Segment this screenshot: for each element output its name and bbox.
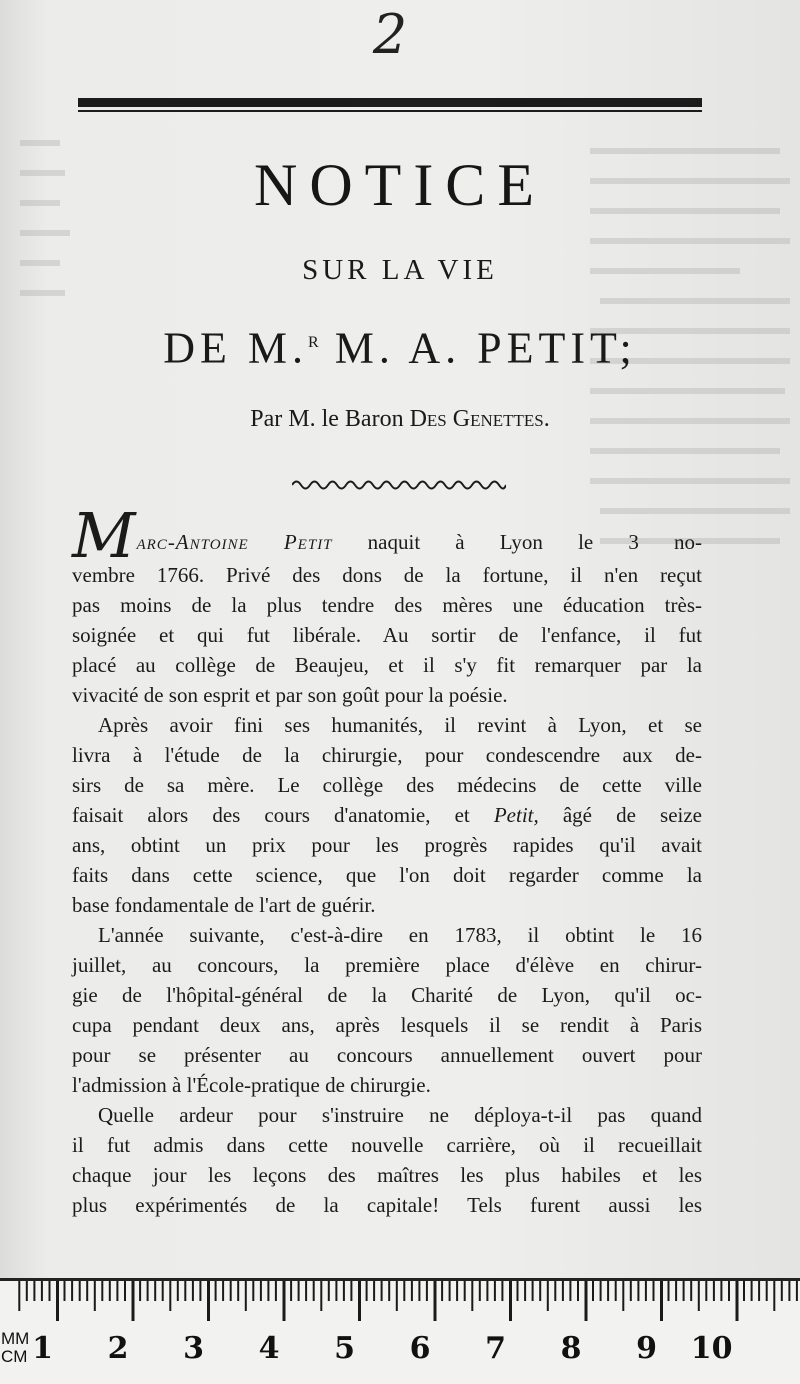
ruler-tick	[524, 1281, 526, 1301]
header-rule	[78, 98, 702, 113]
ruler-tick	[298, 1281, 300, 1301]
body-text	[72, 499, 702, 1220]
ruler-tick	[713, 1281, 715, 1301]
ruler-tick	[18, 1281, 20, 1311]
ruler-tick	[479, 1281, 481, 1301]
drop-cap: M	[72, 499, 136, 572]
ruler-number: 1	[32, 1331, 53, 1366]
ruler-tick	[335, 1281, 337, 1301]
ruler-tick	[343, 1281, 345, 1301]
ruler-tick	[366, 1281, 368, 1301]
ruler-tick	[94, 1281, 96, 1311]
text-line: livra à l'étude de la chirurgie, pour condescendre aux de-	[72, 743, 702, 767]
ruler-tick	[313, 1281, 315, 1301]
byline-lead: Par M. le Baron	[250, 406, 410, 432]
ruler-number: 5	[334, 1331, 355, 1366]
ruler-tick	[728, 1281, 730, 1301]
ruler-tick	[56, 1281, 59, 1321]
ruler-tick	[464, 1281, 466, 1301]
ruler-tick	[554, 1281, 556, 1301]
ruler-tick	[184, 1281, 186, 1301]
ruler-tick	[766, 1281, 768, 1301]
line-part: faisait alors des cours d'anatomie, et	[72, 803, 494, 827]
ruler-tick	[434, 1281, 437, 1321]
ruler-tick	[630, 1281, 632, 1301]
ruler-tick	[358, 1281, 361, 1321]
ruler-tick	[33, 1281, 35, 1301]
ruler-tick	[41, 1281, 43, 1301]
ruler-tick	[705, 1281, 707, 1301]
ruler-unit-cm: CM	[1, 1347, 28, 1366]
notice-title: NOTICE	[254, 152, 546, 218]
ruler-tick	[622, 1281, 624, 1311]
rule-thick-line	[78, 98, 702, 107]
ruler-tick	[49, 1281, 51, 1301]
ruler-tick	[252, 1281, 254, 1301]
byline-author: Des Genettes.	[409, 406, 550, 432]
italic-petit: Petit,	[493, 803, 539, 827]
ruler-tick	[562, 1281, 564, 1301]
ruler-tick	[71, 1281, 73, 1301]
ruler-tick	[109, 1281, 111, 1301]
subject-superscript: R	[308, 334, 319, 351]
ruler-tick	[781, 1281, 783, 1301]
ruler-tick	[396, 1281, 398, 1311]
ruler-tick	[615, 1281, 617, 1301]
ruler-number: 3	[183, 1331, 204, 1366]
ruler-tick	[509, 1281, 512, 1321]
ruler-tick	[796, 1281, 798, 1301]
ruler-tick	[486, 1281, 488, 1301]
ruler-unit-mm: MM	[1, 1329, 30, 1348]
ruler-tick	[517, 1281, 519, 1301]
ruler-tick	[169, 1281, 171, 1311]
ruler-tick	[222, 1281, 224, 1301]
ruler-tick	[751, 1281, 753, 1301]
text-line: soignée et qui fut libérale. Au sortir de l'enfance, il fut	[72, 623, 702, 647]
ruler-tick	[207, 1281, 210, 1321]
ruler-tick	[449, 1281, 451, 1301]
ruler-tick	[64, 1281, 66, 1301]
ruler-tick	[411, 1281, 413, 1301]
ruler-tick	[132, 1281, 135, 1321]
ruler-tick	[607, 1281, 609, 1301]
ruler-tick	[147, 1281, 149, 1301]
text-line: L'année suivante, c'est-à-dire en 1783, il obtint le 16	[98, 923, 702, 947]
ruler-tick	[162, 1281, 164, 1301]
text-line: base fondamentale de l'art de guérir.	[72, 893, 376, 917]
ruler-tick	[569, 1281, 571, 1301]
ruler-tick	[471, 1281, 473, 1311]
name-petit: Petit	[283, 530, 333, 554]
ruler-tick	[116, 1281, 118, 1301]
ruler-tick	[743, 1281, 745, 1301]
ruler-number: 4	[258, 1331, 280, 1366]
ruler-tick	[139, 1281, 141, 1301]
ruler-tick	[547, 1281, 549, 1311]
ruler-tick	[101, 1281, 103, 1301]
ruler-tick	[675, 1281, 677, 1301]
ruler-tick	[124, 1281, 126, 1301]
ruler-tick	[788, 1281, 790, 1301]
ruler-tick	[539, 1281, 541, 1301]
ruler-tick	[199, 1281, 201, 1301]
ruler-tick	[418, 1281, 420, 1301]
ruler-tick	[645, 1281, 647, 1301]
text-line: plus expérimentés de la capitale! Tels furent aussi les	[72, 1193, 702, 1217]
ruler-tick	[267, 1281, 269, 1301]
ruler-tick	[456, 1281, 458, 1301]
ruler-tick	[532, 1281, 534, 1301]
ruler-tick	[494, 1281, 496, 1301]
text-line: vembre 1766. Privé des dons de la fortune, il n'en reçut	[72, 563, 702, 587]
ruler-number: 6	[409, 1331, 431, 1366]
ruler-tick	[373, 1281, 375, 1301]
ruler-tick	[388, 1281, 390, 1301]
ruler-tick	[403, 1281, 405, 1301]
ruler-tick	[592, 1281, 594, 1301]
ruler-tick	[690, 1281, 692, 1301]
line-part: âgé de seize	[538, 803, 702, 827]
text-line: chaque jour les leçons des maîtres les plus habiles et les	[72, 1163, 702, 1187]
ruler-tick	[381, 1281, 383, 1301]
ruler-tick	[215, 1281, 217, 1301]
ruler-tick	[192, 1281, 194, 1301]
ruler-tick	[683, 1281, 685, 1301]
notice-subtitle: SUR LA VIE	[302, 254, 498, 286]
text-line: faits dans cette science, que l'on doit regarder comme la	[72, 863, 702, 887]
ruler-tick	[736, 1281, 739, 1321]
ruler-tick	[758, 1281, 760, 1301]
text-line: Quelle ardeur pour s'instruire ne déploya-t-il pas quand	[98, 1103, 702, 1127]
text-line: sirs de sa mère. Le collège des médecins de cette ville	[72, 773, 702, 797]
ruler-tick	[320, 1281, 322, 1311]
ruler-tick	[350, 1281, 352, 1301]
ruler-tick	[275, 1281, 277, 1301]
line-rest: naquit à Lyon le 3 no-	[332, 530, 702, 554]
ruler-tick	[577, 1281, 579, 1301]
notice-subject	[0, 316, 800, 376]
ruler-tick	[660, 1281, 663, 1321]
measuring-ruler	[0, 1278, 800, 1384]
text-line: placé au collège de Beaujeu, et il s'y fit remarquer par la	[72, 653, 702, 677]
ruler-tick	[585, 1281, 588, 1321]
text-line: l'admission à l'École-pratique de chirurgie.	[72, 1073, 431, 1097]
wavy-ornament	[292, 476, 506, 494]
ruler-tick	[290, 1281, 292, 1301]
name-marc-antoine: arc-Antoine	[136, 530, 249, 554]
ruler-tick	[668, 1281, 670, 1301]
byline	[0, 402, 800, 436]
text-line: juillet, au concours, la première place d'élève en chirur-	[72, 953, 702, 977]
ruler-tick	[328, 1281, 330, 1301]
ruler-tick	[237, 1281, 239, 1301]
text-line: vivacité de son esprit et par son goût pour la poésie.	[72, 683, 508, 707]
ruler-tick	[79, 1281, 81, 1301]
text-line	[72, 800, 702, 830]
rule-thin-line	[78, 110, 702, 112]
ruler-tick	[305, 1281, 307, 1301]
ruler-tick	[501, 1281, 503, 1301]
ruler-number: 7	[485, 1331, 506, 1366]
text-line: pour se présenter au concours annuellement ouvert pour	[72, 1043, 702, 1067]
ruler-tick	[26, 1281, 28, 1301]
text-line: cupa pendant deux ans, après lesquels il se rendit à Paris	[72, 1013, 702, 1037]
ruler-number: 10	[690, 1331, 733, 1366]
text-line	[72, 499, 702, 572]
ruler-tick	[653, 1281, 655, 1301]
text-line: il fut admis dans cette nouvelle carrière, où il recueillait	[72, 1133, 702, 1157]
text-line: gie de l'hôpital-général de la Charité de Lyon, qu'il oc-	[72, 983, 702, 1007]
ruler-tick	[86, 1281, 88, 1301]
ruler-tick	[773, 1281, 775, 1311]
text-line: ans, obtint un prix pour les progrès rapides qu'il avait	[72, 833, 702, 857]
ruler-tick	[600, 1281, 602, 1301]
page-number: 2	[372, 3, 408, 66]
ruler-tick	[230, 1281, 232, 1301]
ruler-tick	[426, 1281, 428, 1301]
ruler-tick	[154, 1281, 156, 1301]
subject-lead: DE M.	[163, 323, 309, 373]
ruler-tick	[637, 1281, 639, 1301]
ruler-number: 9	[636, 1331, 657, 1366]
ruler-tick	[698, 1281, 700, 1311]
ruler-tick	[720, 1281, 722, 1301]
ruler-tick	[177, 1281, 179, 1301]
text-line: pas moins de la plus tendre des mères une éducation très-	[72, 593, 702, 617]
ruler-number: 8	[560, 1331, 582, 1366]
ruler-tick	[283, 1281, 286, 1321]
text-line: Après avoir fini ses humanités, il revint à Lyon, et se	[98, 713, 702, 737]
ruler-tick	[245, 1281, 247, 1311]
subject-tail: M. A. PETIT;	[318, 323, 637, 373]
ruler-number: 2	[107, 1331, 129, 1366]
ruler-tick	[260, 1281, 262, 1301]
ruler-tick	[441, 1281, 443, 1301]
ruler-top-edge	[0, 1278, 800, 1281]
